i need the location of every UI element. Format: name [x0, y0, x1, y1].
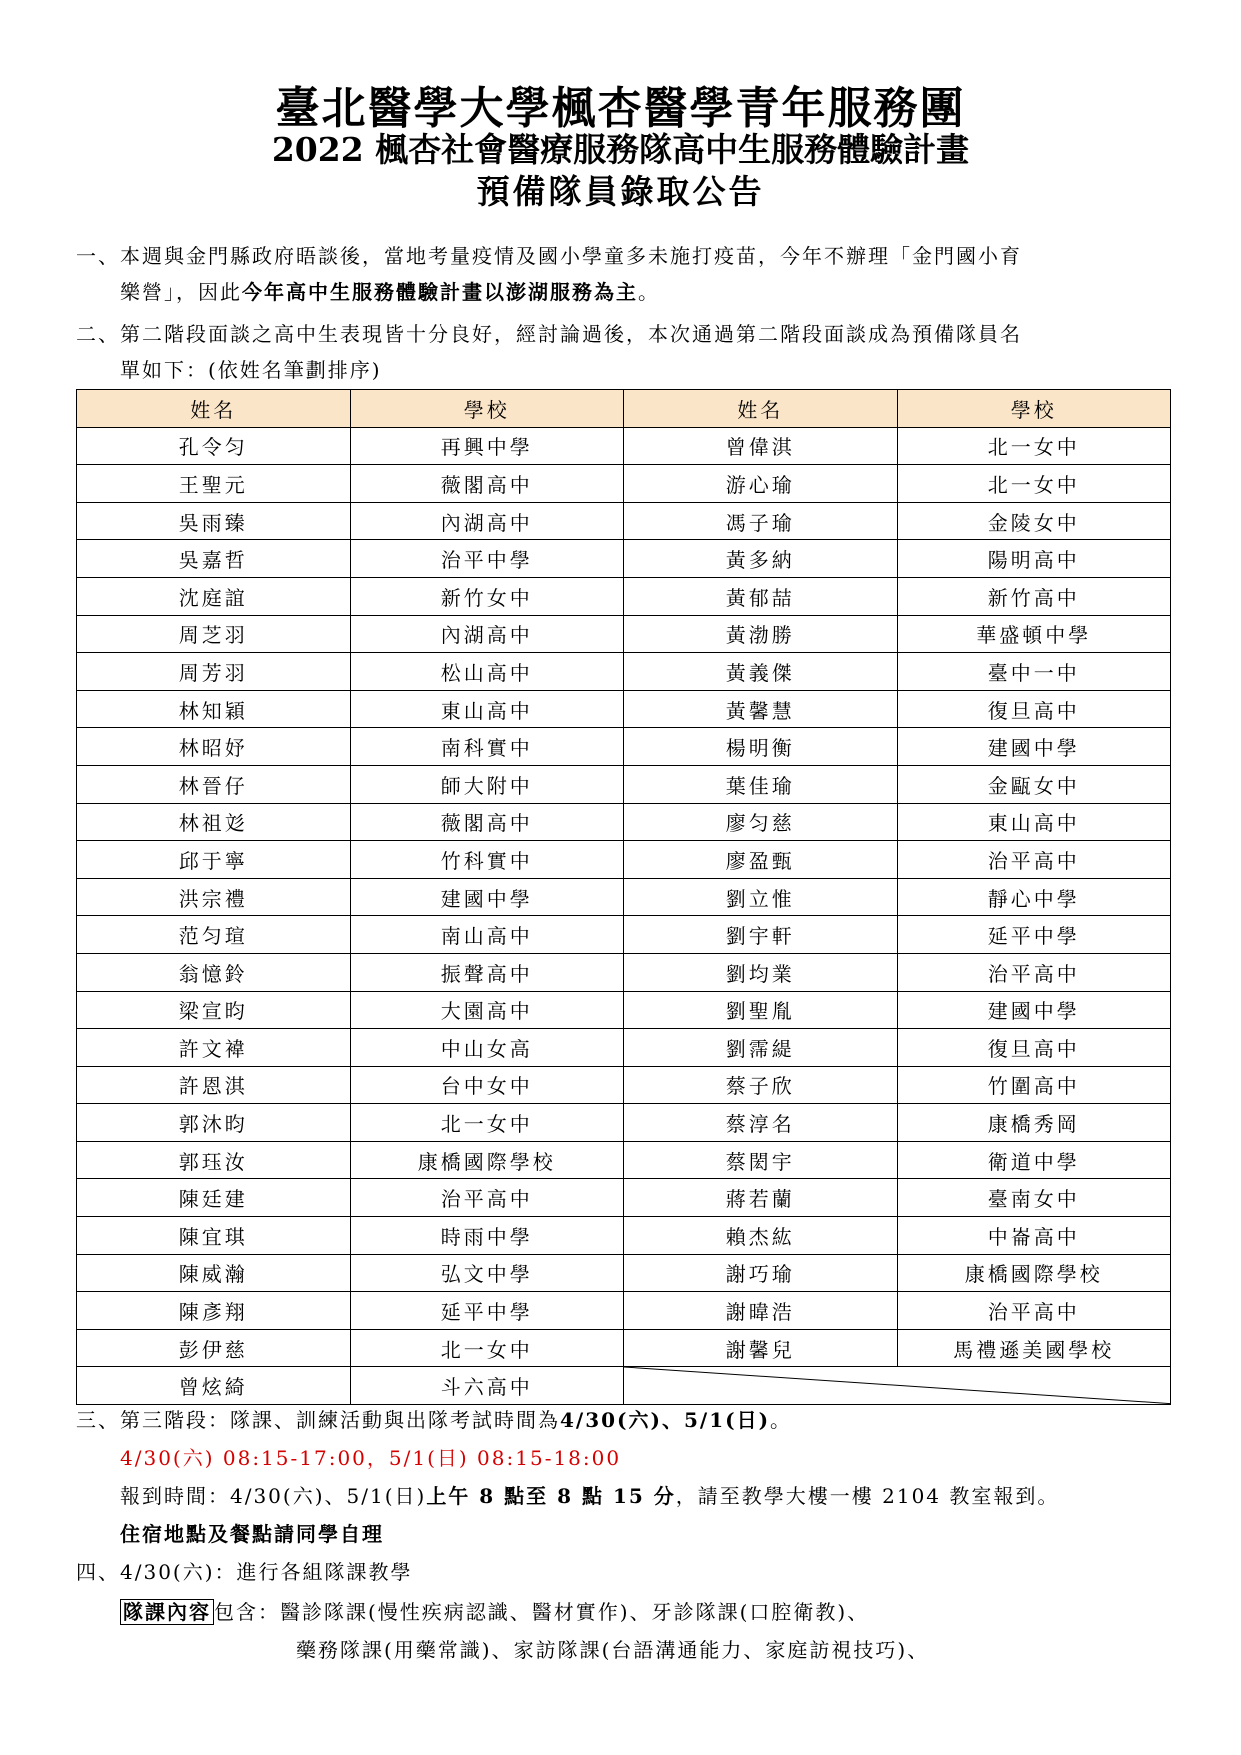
student-name-cell: 劉聖胤 — [624, 991, 898, 1029]
school-cell: 弘文中學 — [350, 1254, 624, 1292]
school-cell: 內湖高中 — [350, 615, 624, 653]
roster-body — [77, 427, 1171, 1404]
table-row — [77, 1329, 1171, 1367]
diagonal-line — [624, 1367, 1170, 1404]
school-cell: 治平高中 — [897, 1292, 1171, 1330]
student-name-cell: 曾炫綺 — [77, 1367, 351, 1405]
table-row — [77, 1029, 1171, 1067]
school-cell: 南科實中 — [350, 728, 624, 766]
header-name-2: 姓名 — [624, 390, 898, 428]
table-row — [77, 991, 1171, 1029]
section-3-number: 三、 — [76, 1408, 120, 1432]
student-name-cell: 謝暐浩 — [624, 1292, 898, 1330]
table-row — [77, 1066, 1171, 1104]
school-cell: 建國中學 — [897, 728, 1171, 766]
table-row — [77, 1292, 1171, 1330]
school-cell: 新竹高中 — [897, 577, 1171, 615]
student-name-cell: 黃馨慧 — [624, 690, 898, 728]
table-row — [77, 841, 1171, 879]
school-cell: 康橋秀岡 — [897, 1104, 1171, 1142]
student-name-cell: 孔令匀 — [77, 427, 351, 465]
page-title: 臺北醫學大學楓杏醫學青年服務團 — [275, 83, 966, 134]
school-cell: 薇閣高中 — [350, 803, 624, 841]
student-name-cell: 游心瑜 — [624, 465, 898, 503]
student-name-cell: 林祖彣 — [77, 803, 351, 841]
section-3-text-a: 第三階段：隊課、訓練活動與出隊考試時間為 — [120, 1408, 560, 1432]
student-name-cell: 蔡子欣 — [624, 1066, 898, 1104]
table-row — [77, 577, 1171, 615]
section-1-text-2c: 。 — [638, 280, 660, 304]
page-subtitle: 2022 楓杏社會醫療服務隊高中生服務體驗計畫 — [271, 130, 970, 169]
section-4-line-1 — [76, 1554, 413, 1590]
section-1-text-2a: 樂營」，因此 — [120, 280, 242, 304]
school-cell: 金陵女中 — [897, 502, 1171, 540]
student-name-cell: 謝巧瑜 — [624, 1254, 898, 1292]
student-name-cell: 林昭妤 — [77, 728, 351, 766]
table-row — [77, 728, 1171, 766]
school-cell: 靜心中學 — [897, 878, 1171, 916]
table-row — [77, 878, 1171, 916]
school-cell: 新竹女中 — [350, 577, 624, 615]
student-name-cell: 許文褘 — [77, 1029, 351, 1067]
student-name-cell: 吳嘉哲 — [77, 540, 351, 578]
section-2-line-2: 單如下：(依姓名筆劃排序) — [120, 358, 382, 382]
table-row — [77, 765, 1171, 803]
schedule-times: 4/30(六) 08:15-17:00，5/1(日) 08:15-18:00 — [120, 1446, 622, 1470]
section-2-number: 二、 — [76, 322, 120, 346]
school-cell: 馬禮遜美國學校 — [897, 1329, 1171, 1367]
table-row — [77, 916, 1171, 954]
school-cell: 延平中學 — [897, 916, 1171, 954]
student-name-cell: 洪宗禮 — [77, 878, 351, 916]
school-cell: 治平高中 — [897, 841, 1171, 879]
section-3-text-c: 。 — [770, 1408, 793, 1432]
empty-diagonal-cell — [624, 1367, 1171, 1405]
school-cell: 治平中學 — [350, 540, 624, 578]
section-4-line-2 — [120, 1594, 869, 1630]
table-row — [77, 1104, 1171, 1142]
student-name-cell: 曾偉淇 — [624, 427, 898, 465]
student-name-cell: 陳威瀚 — [77, 1254, 351, 1292]
section-1-line-1 — [76, 238, 1022, 274]
student-name-cell: 郭沐昀 — [77, 1104, 351, 1142]
report-time-line — [120, 1478, 1059, 1514]
header-name-1: 姓名 — [77, 390, 351, 428]
student-name-cell: 邱于寧 — [77, 841, 351, 879]
student-name-cell: 周芝羽 — [77, 615, 351, 653]
student-name-cell: 劉宇軒 — [624, 916, 898, 954]
student-name-cell: 陳廷建 — [77, 1179, 351, 1217]
table-row — [77, 1141, 1171, 1179]
school-cell: 北一女中 — [350, 1104, 624, 1142]
header-school-2: 學校 — [897, 390, 1171, 428]
student-name-cell: 劉霈緹 — [624, 1029, 898, 1067]
student-name-cell: 林知穎 — [77, 690, 351, 728]
table-row — [77, 540, 1171, 578]
school-cell: 再興中學 — [350, 427, 624, 465]
table-row — [77, 1217, 1171, 1255]
school-cell: 華盛頓中學 — [897, 615, 1171, 653]
section-3-line-1 — [76, 1402, 792, 1438]
student-name-cell: 劉均業 — [624, 953, 898, 991]
table-row — [77, 1179, 1171, 1217]
student-name-cell: 黃多納 — [624, 540, 898, 578]
table-row — [77, 803, 1171, 841]
student-name-cell: 謝馨兒 — [624, 1329, 898, 1367]
student-name-cell: 陳彥翔 — [77, 1292, 351, 1330]
section-1-line-2 — [120, 274, 660, 310]
school-cell: 復旦高中 — [897, 1029, 1171, 1067]
school-cell: 建國中學 — [350, 878, 624, 916]
school-cell: 師大附中 — [350, 765, 624, 803]
table-header-row — [77, 390, 1171, 428]
student-name-cell: 劉立惟 — [624, 878, 898, 916]
school-cell: 時雨中學 — [350, 1217, 624, 1255]
school-cell: 建國中學 — [897, 991, 1171, 1029]
school-cell: 臺南女中 — [897, 1179, 1171, 1217]
school-cell: 內湖高中 — [350, 502, 624, 540]
school-cell: 北一女中 — [897, 465, 1171, 503]
student-name-cell: 范匀瑄 — [77, 916, 351, 954]
table-row — [77, 653, 1171, 691]
school-cell: 臺中一中 — [897, 653, 1171, 691]
table-row — [77, 427, 1171, 465]
table-row — [77, 1254, 1171, 1292]
table-row — [77, 690, 1171, 728]
school-cell: 東山高中 — [897, 803, 1171, 841]
school-cell: 延平中學 — [350, 1292, 624, 1330]
table-row — [77, 615, 1171, 653]
school-cell: 衛道中學 — [897, 1141, 1171, 1179]
section-1-text-1: 本週與金門縣政府晤談後，當地考量疫情及國小學童多未施打疫苗，今年不辦理「金門國小育 — [120, 244, 1022, 268]
student-name-cell: 林晉仔 — [77, 765, 351, 803]
school-cell: 北一女中 — [897, 427, 1171, 465]
school-cell: 大園高中 — [350, 991, 624, 1029]
section-4-number: 四、 — [76, 1560, 120, 1584]
student-name-cell: 黃渤勝 — [624, 615, 898, 653]
school-cell: 薇閣高中 — [350, 465, 624, 503]
roster-table — [76, 389, 1171, 1405]
student-name-cell: 王聖元 — [77, 465, 351, 503]
student-name-cell: 黃郁喆 — [624, 577, 898, 615]
school-cell: 振聲高中 — [350, 953, 624, 991]
school-cell: 竹科實中 — [350, 841, 624, 879]
school-cell: 竹圍高中 — [897, 1066, 1171, 1104]
student-name-cell: 郭珏汝 — [77, 1141, 351, 1179]
student-name-cell: 蔣若蘭 — [624, 1179, 898, 1217]
section-4-line-3: 藥務隊課(用藥常識)、家訪隊課(台語溝通能力、家庭訪視技巧)、 — [296, 1638, 930, 1662]
school-cell: 康橋國際學校 — [350, 1141, 624, 1179]
student-name-cell: 馮子瑜 — [624, 502, 898, 540]
student-name-cell: 周芳羽 — [77, 653, 351, 691]
student-name-cell: 彭伊慈 — [77, 1329, 351, 1367]
header-school-1: 學校 — [350, 390, 624, 428]
student-name-cell: 許恩淇 — [77, 1066, 351, 1104]
section-1-emphasis: 今年高中生服務體驗計畫以澎湖服務為主 — [242, 280, 638, 304]
section-1-number: 一、 — [76, 244, 120, 268]
student-name-cell: 賴杰紘 — [624, 1217, 898, 1255]
student-name-cell: 梁宣昀 — [77, 991, 351, 1029]
table-row — [77, 1367, 1171, 1405]
school-cell: 復旦高中 — [897, 690, 1171, 728]
report-time-b: 上午 8 點至 8 點 15 分 — [426, 1484, 676, 1508]
school-cell: 松山高中 — [350, 653, 624, 691]
student-name-cell: 楊明衡 — [624, 728, 898, 766]
student-name-cell: 廖匀慈 — [624, 803, 898, 841]
table-row — [77, 953, 1171, 991]
school-cell: 斗六高中 — [350, 1367, 624, 1405]
school-cell: 金甌女中 — [897, 765, 1171, 803]
section-4-text-1: 4/30(六)：進行各組隊課教學 — [120, 1560, 413, 1584]
school-cell: 陽明高中 — [897, 540, 1171, 578]
section-3-dates: 4/30(六)、5/1(日) — [560, 1408, 771, 1432]
student-name-cell: 蔡閎宇 — [624, 1141, 898, 1179]
student-name-cell: 黃義傑 — [624, 653, 898, 691]
school-cell: 中山女高 — [350, 1029, 624, 1067]
school-cell: 治平高中 — [350, 1179, 624, 1217]
student-name-cell: 翁憶鈴 — [77, 953, 351, 991]
report-time-c: ，請至教學大樓一樓 2104 教室報到。 — [675, 1484, 1060, 1508]
school-cell: 台中女中 — [350, 1066, 624, 1104]
school-cell: 康橋國際學校 — [897, 1254, 1171, 1292]
section-2-text-1: 第二階段面談之高中生表現皆十分良好，經討論過後，本次通過第二階段面談成為預備隊員名 — [120, 322, 1022, 346]
table-row — [77, 465, 1171, 503]
school-cell: 北一女中 — [350, 1329, 624, 1367]
course-content-label: 隊課內容 — [120, 1599, 214, 1625]
student-name-cell: 吳雨臻 — [77, 502, 351, 540]
school-cell: 南山高中 — [350, 916, 624, 954]
announcement-title: 預備隊員錄取公告 — [476, 172, 765, 211]
student-name-cell: 陳宜琪 — [77, 1217, 351, 1255]
student-name-cell: 沈庭誼 — [77, 577, 351, 615]
section-4-text-2: 包含：醫診隊課(慢性疾病認識、醫材實作)、牙診隊課(口腔衛教)、 — [214, 1600, 870, 1624]
table-row — [77, 502, 1171, 540]
school-cell: 治平高中 — [897, 953, 1171, 991]
section-2-line-1 — [76, 316, 1022, 352]
school-cell: 東山高中 — [350, 690, 624, 728]
student-name-cell: 葉佳瑜 — [624, 765, 898, 803]
lodging-note: 住宿地點及餐點請同學自理 — [120, 1522, 384, 1546]
report-time-a: 報到時間：4/30(六)、5/1(日) — [120, 1484, 427, 1508]
school-cell: 中崙高中 — [897, 1217, 1171, 1255]
student-name-cell: 蔡淳名 — [624, 1104, 898, 1142]
student-name-cell: 廖盈甄 — [624, 841, 898, 879]
